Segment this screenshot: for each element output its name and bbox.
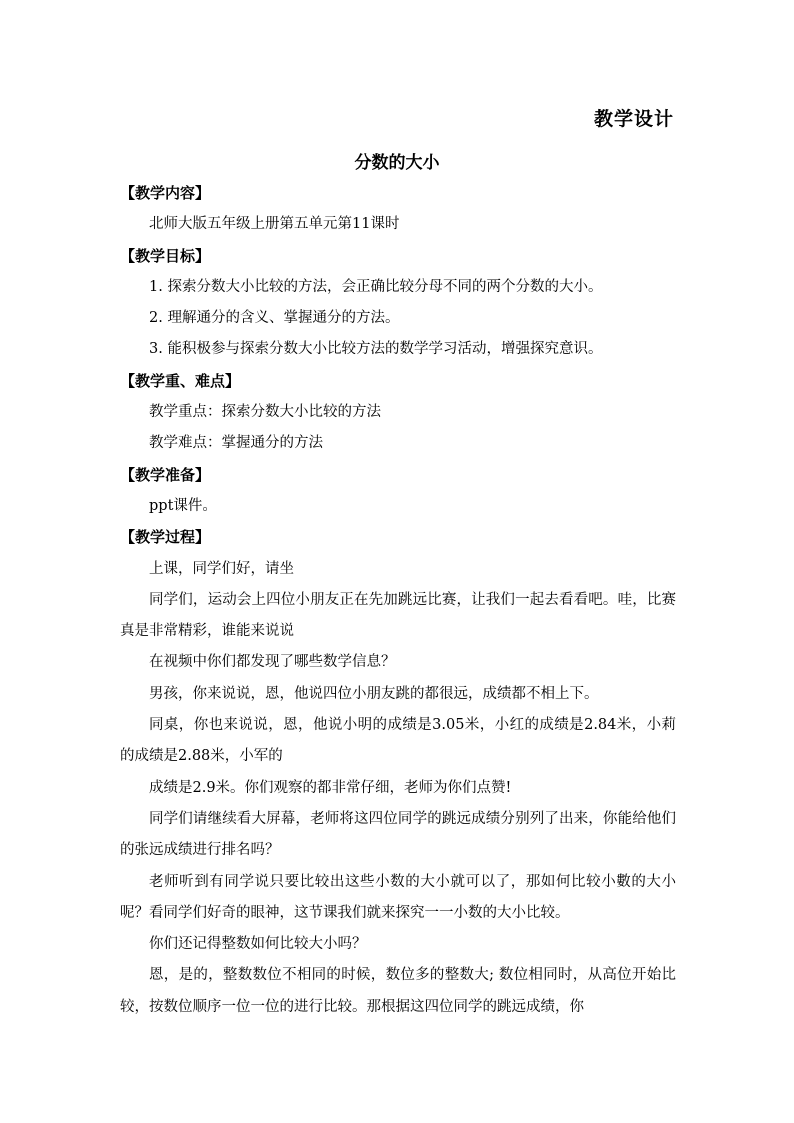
process-paragraph: 恩，是的，整数数位不相同的时候，数位多的整数大; 数位相同时，从高位开始比较，按数位顺序一位一位的进行比较。那根据这四位同学的跳远成绩，你	[120, 967, 676, 1015]
process-paragraph: 同桌，你也来说说，恩，他说小明的成绩是3.05米，小红的成绩是2.84米，小莉的成绩是2.88米，小军的	[120, 717, 676, 765]
process-paragraph: 男孩，你来说说，恩，他说四位小朋友跳的都很远，成绩都不相上下。	[149, 685, 599, 702]
difficult-point: 教学难点：掌握通分的方法	[149, 435, 323, 452]
document-title: 分数的大小	[354, 153, 440, 173]
section-heading-content: 【教学内容】	[120, 184, 211, 202]
goal-item: 3. 能积极参与探索分数大小比较方法的数学学习活动，增强探究意识。	[149, 341, 603, 358]
process-paragraph: 在视频中你们都发现了哪些数学信息？	[149, 654, 396, 671]
section-heading-process: 【教学过程】	[120, 528, 211, 547]
preparation-text: ppt课件。	[149, 497, 217, 514]
goal-item: 2. 理解通分的含义、掌握通分的方法。	[149, 310, 400, 327]
goal-item: 1. 探索分数大小比较的方法，会正确比较分母不同的两个分数的大小。	[149, 278, 603, 295]
header-title: 教学设计	[593, 108, 674, 130]
process-paragraph: 同学们请继续看大屏幕，老师将这四位同学的跳远成绩分别列了出来，你能给他们的张远成绩进行排名吗？	[120, 810, 676, 859]
section-heading-key-points: 【教学重、难点】	[120, 371, 241, 390]
process-paragraph: 上课，同学们好，请坐	[149, 560, 294, 577]
process-paragraph: 老师听到有同学说只要比较出这些小数的大小就可以了，那如何比较小數的大小呢？看同学们好奇的眼神，这节课我们就来探究一一小数的大小比较。	[120, 873, 676, 921]
document-body	[120, 178, 676, 1023]
section-heading-preparation: 【教学准备】	[120, 465, 211, 484]
process-paragraph: 你们还记得整数如何比较大小吗？	[149, 936, 367, 953]
section-heading-goals: 【教学目标】	[120, 246, 211, 265]
process-paragraph: 同学们，运动会上四位小朋友正在先加跳远比赛，让我们一起去看看吧。哇，比赛真是非常精彩，谁能来说说	[120, 591, 676, 640]
content-text: 北师大版五年级上册第五单元第11课时	[149, 216, 400, 233]
process-paragraph: 成绩是2.9米。你们观察的都非常仔细，老师为你们点赞!	[149, 779, 512, 796]
key-point: 教学重点：探索分数大小比较的方法	[149, 404, 381, 421]
